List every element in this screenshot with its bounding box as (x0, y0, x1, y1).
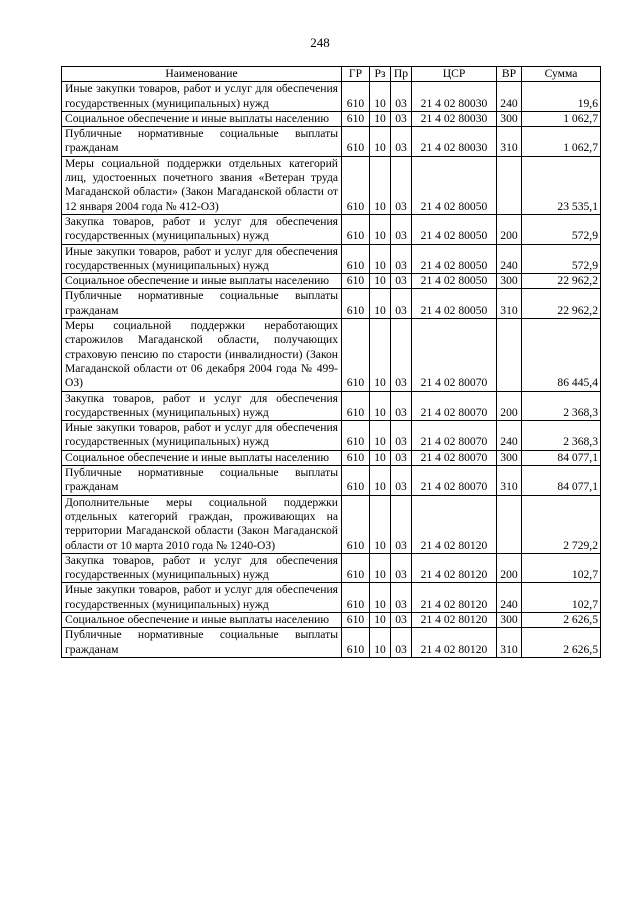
page-number: 248 (310, 35, 330, 50)
cell-csr: 21 4 02 80050 (412, 244, 497, 274)
cell-csr: 21 4 02 80120 (412, 628, 497, 658)
cell-pr: 03 (391, 421, 412, 451)
cell-rz: 10 (370, 82, 391, 112)
cell-amount: 86 445,4 (522, 319, 601, 391)
cell-amount: 23 535,1 (522, 156, 601, 214)
cell-vr: 310 (497, 289, 522, 319)
cell-amount: 2 626,5 (522, 628, 601, 658)
header-amount: Сумма (522, 67, 601, 82)
cell-amount: 2 729,2 (522, 495, 601, 553)
header-gr: ГР (342, 67, 370, 82)
cell-amount: 102,7 (522, 553, 601, 583)
cell-amount: 22 962,2 (522, 289, 601, 319)
cell-amount: 2 368,3 (522, 391, 601, 421)
cell-rz: 10 (370, 628, 391, 658)
cell-amount: 1 062,7 (522, 127, 601, 157)
header-pr: Пр (391, 67, 412, 82)
cell-vr: 200 (497, 553, 522, 583)
cell-amount: 572,9 (522, 214, 601, 244)
cell-name: Социальное обеспечение и иные выплаты населению (62, 111, 342, 126)
cell-pr: 03 (391, 82, 412, 112)
cell-rz: 10 (370, 244, 391, 274)
cell-name: Закупка товаров, работ и услуг для обеспечения государственных (муниципальных) нужд (62, 391, 342, 421)
table-row (62, 127, 601, 157)
table-row (62, 82, 601, 112)
cell-gr: 610 (342, 82, 370, 112)
cell-rz: 10 (370, 495, 391, 553)
cell-vr: 240 (497, 421, 522, 451)
cell-vr: 200 (497, 391, 522, 421)
header-rz: Рз (370, 67, 391, 82)
cell-pr: 03 (391, 553, 412, 583)
cell-vr: 240 (497, 244, 522, 274)
cell-pr: 03 (391, 628, 412, 658)
table-row (62, 289, 601, 319)
cell-name: Социальное обеспечение и иные выплаты населению (62, 450, 342, 465)
cell-pr: 03 (391, 274, 412, 289)
cell-csr: 21 4 02 80050 (412, 274, 497, 289)
cell-pr: 03 (391, 583, 412, 613)
cell-gr: 610 (342, 553, 370, 583)
cell-name: Публичные нормативные социальные выплаты гражданам (62, 466, 342, 496)
cell-rz: 10 (370, 421, 391, 451)
cell-amount: 84 077,1 (522, 450, 601, 465)
cell-csr: 21 4 02 80070 (412, 450, 497, 465)
cell-pr: 03 (391, 214, 412, 244)
cell-gr: 610 (342, 495, 370, 553)
table-row (62, 319, 601, 391)
cell-rz: 10 (370, 319, 391, 391)
cell-gr: 610 (342, 612, 370, 627)
cell-gr: 610 (342, 274, 370, 289)
header-vr: ВР (497, 67, 522, 82)
table-row (62, 214, 601, 244)
cell-gr: 610 (342, 319, 370, 391)
table-header (62, 67, 601, 82)
cell-rz: 10 (370, 612, 391, 627)
cell-pr: 03 (391, 612, 412, 627)
cell-name: Закупка товаров, работ и услуг для обеспечения государственных (муниципальных) нужд (62, 553, 342, 583)
cell-gr: 610 (342, 111, 370, 126)
cell-csr: 21 4 02 80030 (412, 111, 497, 126)
table-row (62, 612, 601, 627)
table-row (62, 466, 601, 496)
cell-rz: 10 (370, 466, 391, 496)
cell-pr: 03 (391, 495, 412, 553)
cell-csr: 21 4 02 80120 (412, 612, 497, 627)
cell-name: Меры социальной поддержки неработающих старожилов Магаданской области, получающих страховую пенсию по старости (инвалидности) (Закон Магаданской области от 06 декабря 2004 года № 499-ОЗ) (62, 319, 342, 391)
budget-table (61, 66, 601, 658)
cell-rz: 10 (370, 274, 391, 289)
table-row (62, 391, 601, 421)
cell-rz: 10 (370, 156, 391, 214)
cell-name: Иные закупки товаров, работ и услуг для обеспечения государственных (муниципальных) нужд (62, 583, 342, 613)
cell-gr: 610 (342, 466, 370, 496)
cell-gr: 610 (342, 628, 370, 658)
cell-amount: 19,6 (522, 82, 601, 112)
cell-csr: 21 4 02 80070 (412, 391, 497, 421)
table-row (62, 450, 601, 465)
cell-name: Дополнительные меры социальной поддержки отдельных категорий граждан, проживающих на территории Магаданской области (Закон Магаданской области от 10 марта 2010 года № 1240-ОЗ) (62, 495, 342, 553)
cell-csr: 21 4 02 80070 (412, 319, 497, 391)
cell-csr: 21 4 02 80070 (412, 421, 497, 451)
cell-amount: 22 962,2 (522, 274, 601, 289)
cell-rz: 10 (370, 391, 391, 421)
table-row (62, 156, 601, 214)
table-row (62, 111, 601, 126)
header-name: Наименование (62, 67, 342, 82)
cell-name: Закупка товаров, работ и услуг для обеспечения государственных (муниципальных) нужд (62, 214, 342, 244)
cell-amount: 84 077,1 (522, 466, 601, 496)
cell-csr: 21 4 02 80030 (412, 82, 497, 112)
cell-rz: 10 (370, 127, 391, 157)
cell-vr: 300 (497, 274, 522, 289)
cell-vr: 310 (497, 127, 522, 157)
cell-vr (497, 319, 522, 391)
cell-csr: 21 4 02 80030 (412, 127, 497, 157)
table-row (62, 421, 601, 451)
cell-name: Публичные нормативные социальные выплаты гражданам (62, 628, 342, 658)
cell-amount: 102,7 (522, 583, 601, 613)
cell-vr: 240 (497, 583, 522, 613)
cell-rz: 10 (370, 450, 391, 465)
cell-gr: 610 (342, 421, 370, 451)
cell-vr: 200 (497, 214, 522, 244)
cell-gr: 610 (342, 289, 370, 319)
cell-vr: 300 (497, 450, 522, 465)
cell-csr: 21 4 02 80120 (412, 553, 497, 583)
cell-name: Публичные нормативные социальные выплаты гражданам (62, 289, 342, 319)
table-row (62, 553, 601, 583)
cell-pr: 03 (391, 391, 412, 421)
cell-pr: 03 (391, 289, 412, 319)
cell-name: Социальное обеспечение и иные выплаты населению (62, 612, 342, 627)
cell-vr: 310 (497, 466, 522, 496)
cell-gr: 610 (342, 156, 370, 214)
cell-name: Социальное обеспечение и иные выплаты населению (62, 274, 342, 289)
cell-pr: 03 (391, 127, 412, 157)
cell-amount: 572,9 (522, 244, 601, 274)
cell-vr: 240 (497, 82, 522, 112)
cell-amount: 1 062,7 (522, 111, 601, 126)
cell-gr: 610 (342, 583, 370, 613)
table-row (62, 244, 601, 274)
cell-gr: 610 (342, 450, 370, 465)
cell-gr: 610 (342, 214, 370, 244)
cell-vr (497, 495, 522, 553)
cell-gr: 610 (342, 127, 370, 157)
cell-csr: 21 4 02 80120 (412, 495, 497, 553)
cell-vr (497, 156, 522, 214)
cell-csr: 21 4 02 80050 (412, 156, 497, 214)
cell-pr: 03 (391, 466, 412, 496)
cell-name: Иные закупки товаров, работ и услуг для обеспечения государственных (муниципальных) нужд (62, 82, 342, 112)
header-row (62, 67, 601, 82)
table-body (62, 82, 601, 658)
table-row (62, 628, 601, 658)
header-csr: ЦСР (412, 67, 497, 82)
cell-gr: 610 (342, 244, 370, 274)
cell-name: Публичные нормативные социальные выплаты гражданам (62, 127, 342, 157)
cell-rz: 10 (370, 111, 391, 126)
cell-gr: 610 (342, 391, 370, 421)
table-row (62, 274, 601, 289)
cell-csr: 21 4 02 80050 (412, 289, 497, 319)
cell-pr: 03 (391, 156, 412, 214)
cell-vr: 310 (497, 628, 522, 658)
cell-pr: 03 (391, 244, 412, 274)
cell-rz: 10 (370, 214, 391, 244)
cell-vr: 300 (497, 612, 522, 627)
cell-csr: 21 4 02 80070 (412, 466, 497, 496)
cell-pr: 03 (391, 450, 412, 465)
cell-pr: 03 (391, 319, 412, 391)
cell-csr: 21 4 02 80120 (412, 583, 497, 613)
table-row (62, 495, 601, 553)
cell-vr: 300 (497, 111, 522, 126)
cell-amount: 2 626,5 (522, 612, 601, 627)
cell-amount: 2 368,3 (522, 421, 601, 451)
cell-rz: 10 (370, 583, 391, 613)
cell-rz: 10 (370, 553, 391, 583)
cell-name: Иные закупки товаров, работ и услуг для обеспечения государственных (муниципальных) нужд (62, 421, 342, 451)
cell-pr: 03 (391, 111, 412, 126)
cell-csr: 21 4 02 80050 (412, 214, 497, 244)
cell-name: Меры социальной поддержки отдельных категорий лиц, удостоенных почетного звания «Ветеран труда Магаданской области» (Закон Магаданской области от 12 января 2004 года № 412-ОЗ) (62, 156, 342, 214)
cell-rz: 10 (370, 289, 391, 319)
table-row (62, 583, 601, 613)
cell-name: Иные закупки товаров, работ и услуг для обеспечения государственных (муниципальных) нужд (62, 244, 342, 274)
